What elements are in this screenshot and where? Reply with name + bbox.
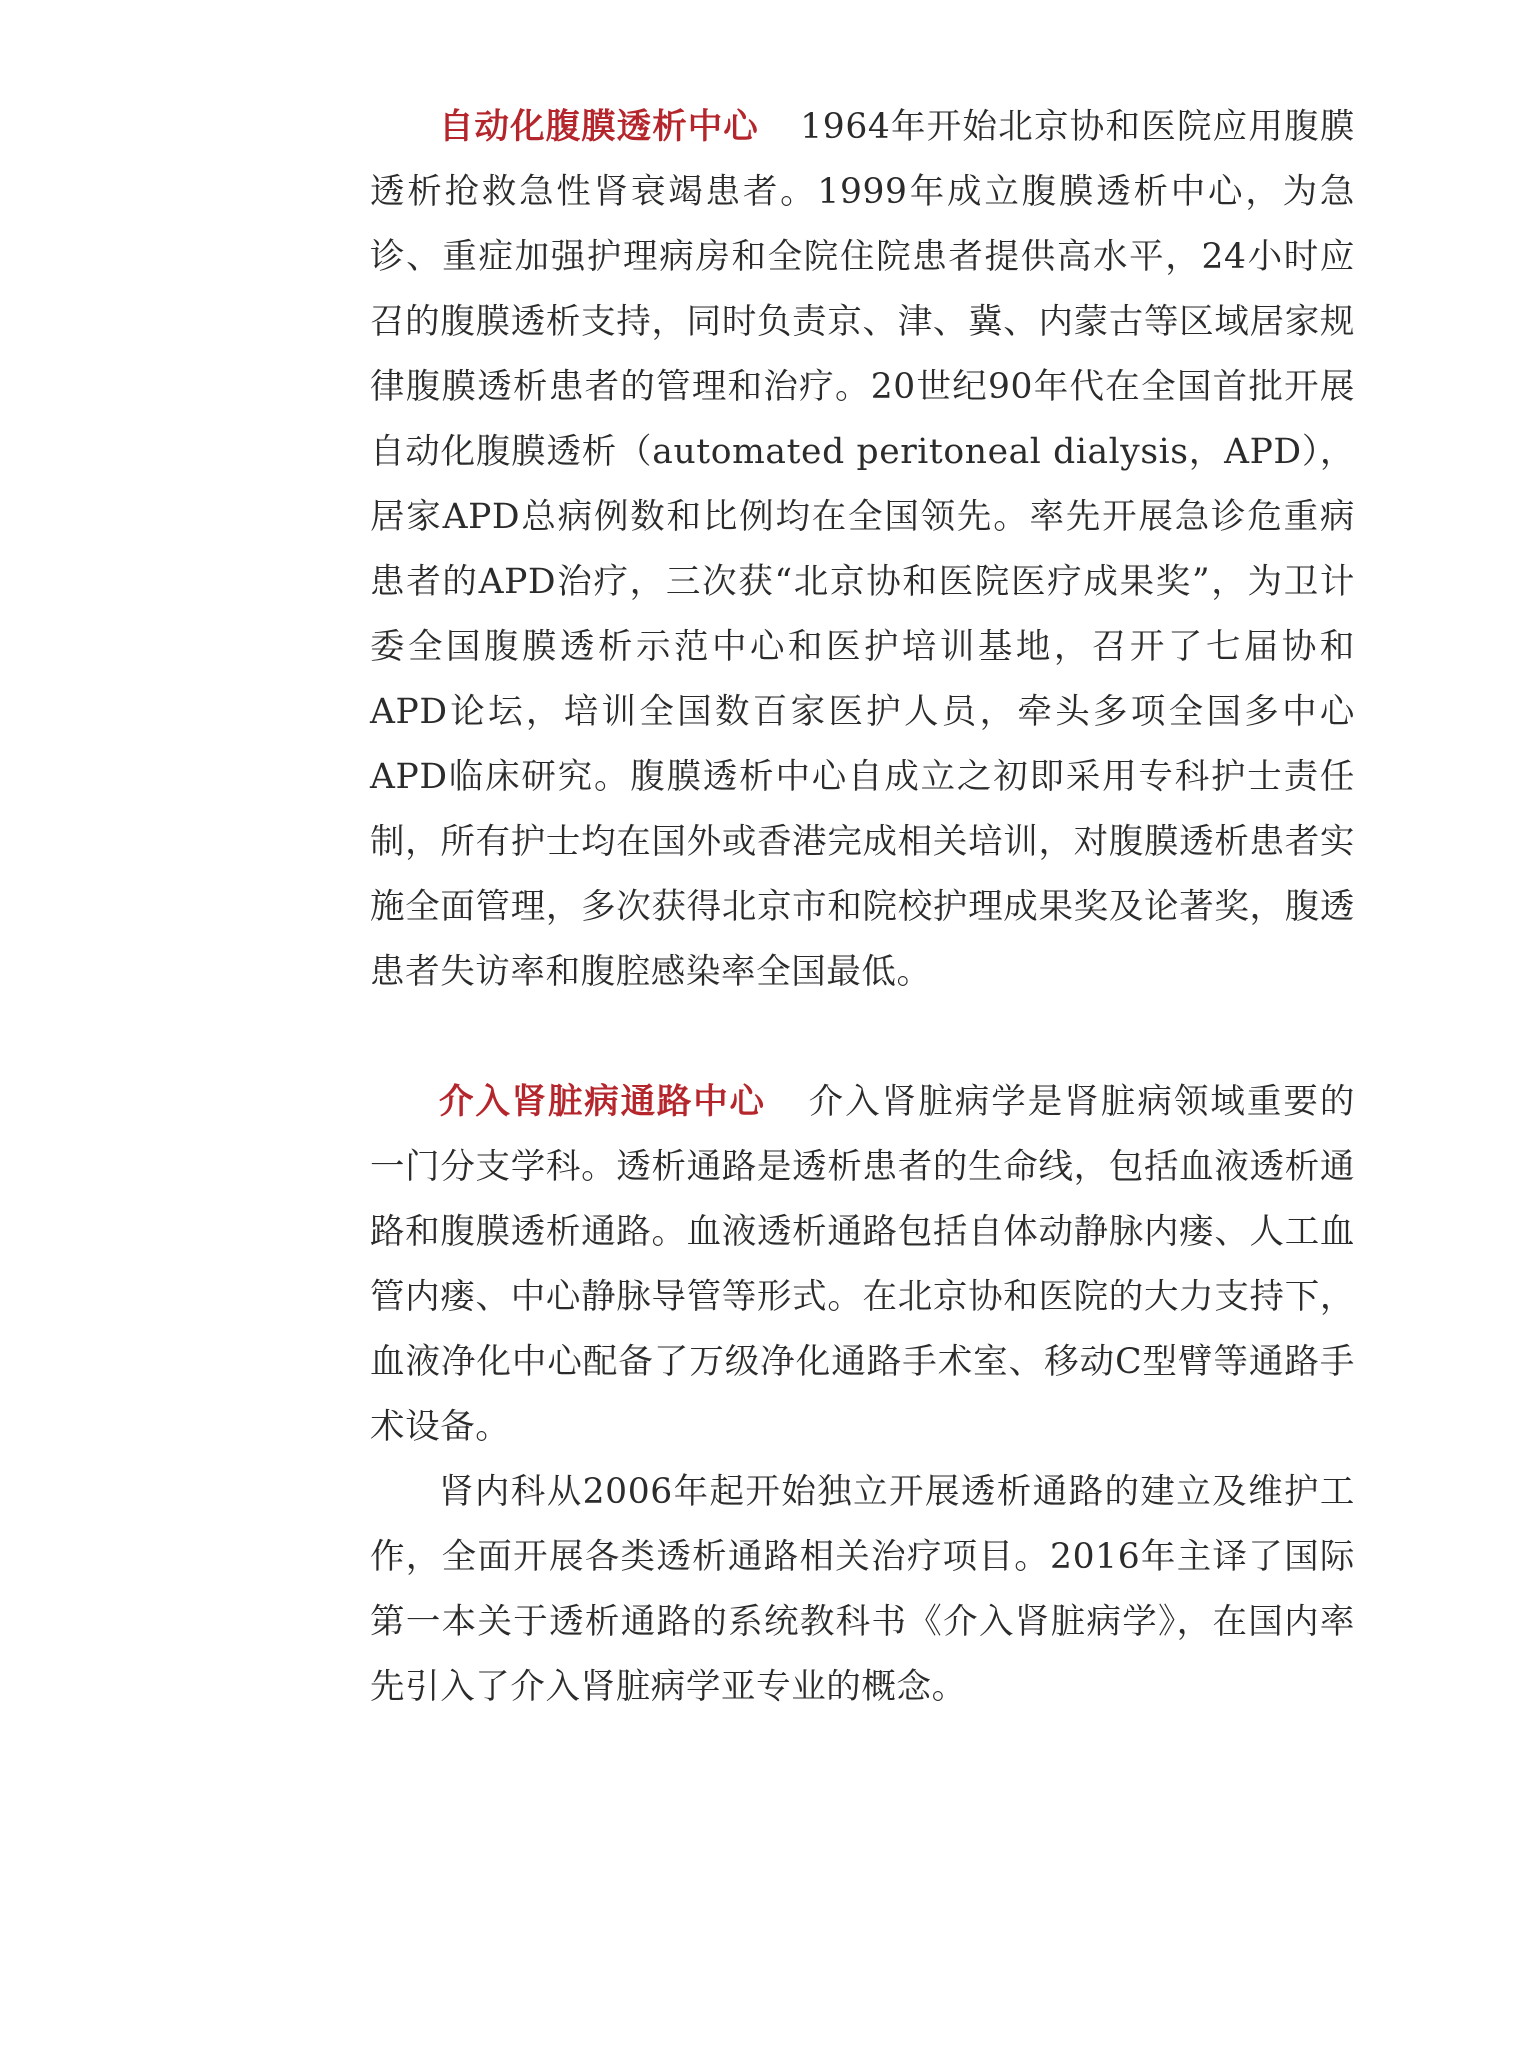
paragraph: 肾内科从2006年起开始独立开展透析通路的建立及维护工作，全面开展各类透析通路相关治疗项目。2016年主译了国际第一本关于透析通路的系统教科书《介入肾脏病学》，在国内率先引入了介入肾脏病学亚专业的概念。 — [370, 1472, 1355, 1707]
section-interventional-nephrology — [370, 1070, 1355, 1720]
section-peritoneal-dialysis — [370, 95, 1355, 1005]
section-heading: 自动化腹膜透析中心 — [439, 107, 759, 147]
paragraph-text: 1964年开始北京协和医院应用腹膜透析抢救急性肾衰竭患者。1999年成立腹膜透析中心，为急诊、重症加强护理病房和全院住院患者提供高水平，24小时应召的腹膜透析支持，同时负责京、津、冀、内蒙古等区域居家规律腹膜透析患者的管理和治疗。20世纪90年代在全国首批开展自动化腹膜透析（automated peritoneal dialysis，APD），居家APD总病例数和比例均在全国领先。率先开展急诊危重病患者的APD治疗，三次获“北京协和医院医疗成果奖”，为卫计委全国腹膜透析示范中心和医护培训基地，召开了七届协和APD论坛，培训全国数百家医护人员，牵头多项全国多中心APD临床研究。腹膜透析中心自成立之初即采用专科护士责任制，所有护士均在国外或香港完成相关培训，对腹膜透析患者实施全面管理，多次获得北京市和院校护理成果奖及论著奖，腹透患者失访率和腹腔感染率全国最低。 — [370, 107, 1355, 992]
document-page — [370, 95, 1355, 1720]
paragraph — [370, 95, 1355, 1005]
paragraph-text: 介入肾脏病学是肾脏病领域重要的一门分支学科。透析通路是透析患者的生命线，包括血液透析通路和腹膜透析通路。血液透析通路包括自体动静脉内瘘、人工血管内瘘、中心静脉导管等形式。在北京协和医院的大力支持下，血液净化中心配备了万级净化通路手术室、移动C型臂等通路手术设备。 — [370, 1082, 1355, 1447]
section-heading: 介入肾脏病通路中心 — [439, 1082, 766, 1122]
paragraph — [370, 1070, 1355, 1460]
